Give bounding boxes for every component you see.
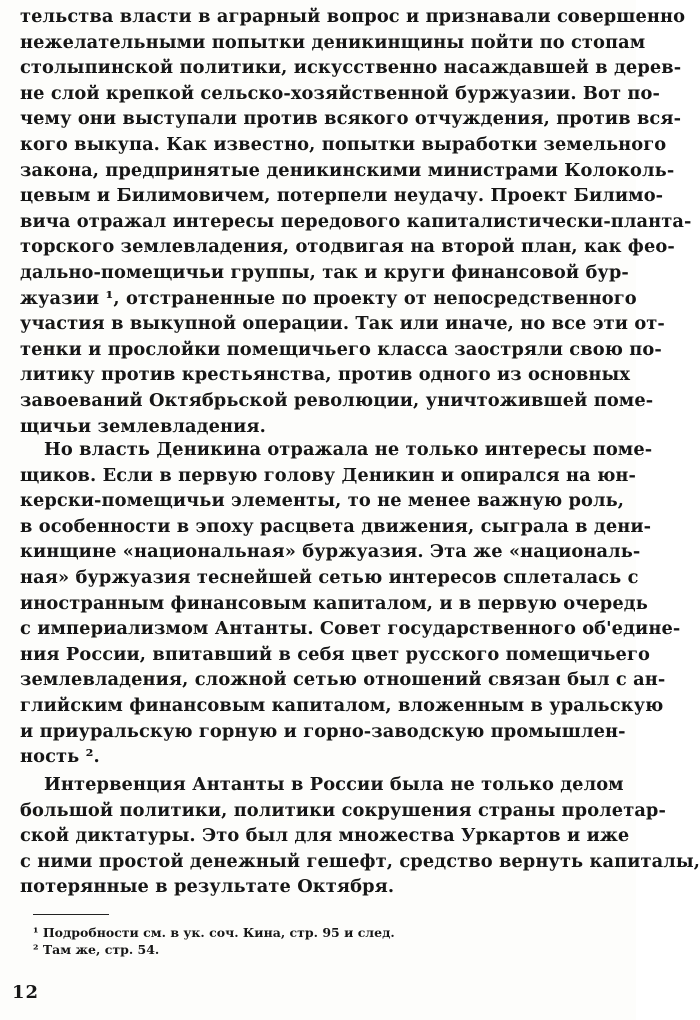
text-line: кого выкупа. Как известно, попытки выработки земельного: [20, 133, 667, 155]
text-line: потерянные в результате Октября.: [20, 876, 395, 898]
paragraph-2: [20, 437, 681, 770]
footnote-1: ¹ Подробности см. в ук. соч. Кина, стр. 95 и след.: [33, 925, 395, 940]
text-line: закона, предпринятые деникинскими министрами Колоколь-: [20, 159, 675, 181]
text-line: Но власть Деникина отражала не только интересы поме-: [44, 439, 653, 460]
text-line: ность ².: [20, 746, 100, 768]
text-line: нежелательными попытки деникинщины пойти по стопам: [20, 31, 646, 53]
text-line: тенки и прослойки помещичьего класса заостряли свою по-: [20, 338, 662, 360]
text-line: и приуральскую горную и горно-заводскую промышлен-: [20, 720, 626, 742]
text-line: цевым и Билимовичем, потерпели неудачу. Проект Билимо-: [20, 185, 664, 207]
paragraph-3: [20, 772, 700, 900]
text-line: щиков. Если в первую голову Деникин и опирался на юн-: [20, 464, 637, 486]
page-number: 12: [12, 982, 40, 1003]
text-line: дально-помещичьи группы, так и круги финансовой бур-: [20, 261, 629, 283]
text-line: ная» буржуазия теснейшей сетью интересов сплеталась с: [20, 566, 639, 588]
text-line: с империализмом Антанты. Совет государственного об'едине-: [20, 618, 681, 640]
text-line: с ними простой денежный гешефт, средство вернуть капиталы,: [20, 850, 700, 872]
text-line: Интервенция Антанты в России была не только делом: [44, 774, 624, 795]
text-line: ской диктатуры. Это был для множества Уркартов и иже: [20, 825, 630, 847]
text-line: столыпинской политики, искусственно насаждавшей в дерев-: [20, 57, 682, 79]
footnote-2: ² Там же, стр. 54.: [33, 942, 160, 957]
text-line: вича отражал интересы передового капиталистически-планта-: [20, 210, 692, 232]
text-line: не слой крепкой сельско-хозяйственной буржуазии. Вот по-: [20, 82, 660, 104]
footnote-divider: [33, 914, 109, 915]
text-line: ния России, впитавший в себя цвет русского помещичьего: [20, 643, 650, 665]
text-line: жуазии ¹, отстраненные по проекту от непосредственного: [20, 287, 637, 309]
text-line: кинщине «национальная» буржуазия. Эта же «националь-: [20, 541, 641, 563]
text-line: чему они выступали против всякого отчуждения, против вся-: [20, 108, 682, 130]
paragraph-1: [20, 4, 692, 439]
text-line: торского землевладения, отодвигая на второй план, как фео-: [20, 236, 675, 258]
text-line: литику против крестьянства, против одного из основных: [20, 364, 631, 386]
text-line: тельства власти в аграрный вопрос и признавали совершенно: [20, 6, 686, 27]
text-line: участия в выкупной операции. Так или иначе, но все эти от-: [20, 313, 665, 335]
text-line: керски-помещичьи элементы, то не менее важную роль,: [20, 490, 625, 512]
text-line: большой политики, политики сокрушения страны пролетар-: [20, 799, 666, 821]
text-line: завоеваний Октябрьской революции, уничтожившей поме-: [20, 389, 654, 411]
text-line: глийским финансовым капиталом, вложенным в уральскую: [20, 694, 664, 716]
text-line: щичьи землевладения.: [20, 415, 266, 437]
text-line: в особенности в эпоху расцвета движения, сыграла в дени-: [20, 515, 652, 537]
text-line: землевладения, сложной сетью отношений связан был с ан-: [20, 669, 666, 691]
text-line: иностранным финансовым капиталом, и в первую очередь: [20, 592, 648, 614]
